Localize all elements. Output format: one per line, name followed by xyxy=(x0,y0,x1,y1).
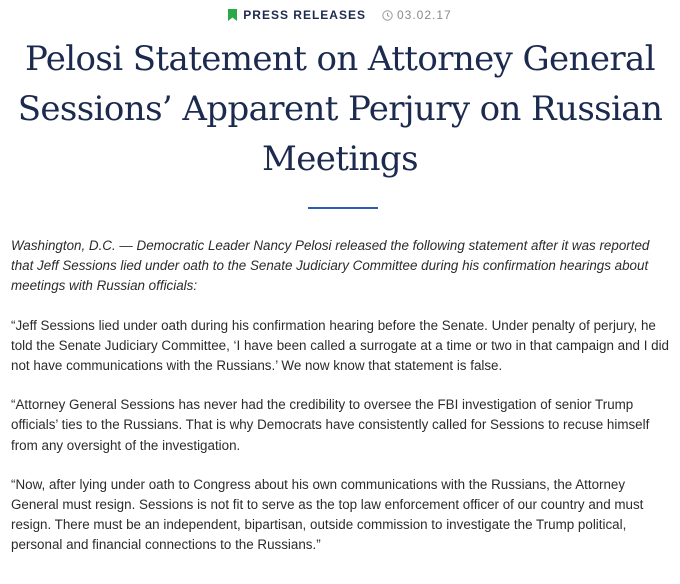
article-meta xyxy=(0,8,680,22)
article-body xyxy=(11,236,673,575)
page-title: Pelosi Statement on Attorney General Sessions’ Apparent Perjury on Russian Meetings xyxy=(17,39,663,179)
body-paragraph: “Attorney General Sessions has never had the credibility to oversee the FBI investigation of senior Trump officials’ ties to the Russians. That is why Democrats have consistently called for Sessions to recuse himself from any oversight of the investigation. xyxy=(11,397,650,453)
category-label: PRESS RELEASES xyxy=(243,8,366,22)
body-paragraph: “Jeff Sessions lied under oath during his confirmation hearing before the Senate. Under penalty of perjury, he told the Senate Judiciary Committee, ‘I have been called a surrogate at a time or two in that campaign and I did not have communications with the Russians.’ We now know that statement is false. xyxy=(11,317,669,374)
category-link[interactable] xyxy=(228,8,366,22)
body-paragraph: “Now, after lying under oath to Congress about his own communications with the Russians, the Attorney General must resign. Sessions is not fit to serve as the top law enforcement officer of our country and must resign. There must be an independent, bipartisan, outside commission to investigate the Trump political, personal and financial connections to the Russians.” xyxy=(11,476,644,553)
title-divider xyxy=(308,207,378,209)
bookmark-icon xyxy=(228,9,237,21)
clock-icon xyxy=(382,10,393,21)
publish-date xyxy=(382,8,452,22)
intro-paragraph: Washington, D.C. — Democratic Leader Nancy Pelosi released the following statement after it was reported that Jeff Sessions lied under oath to the Senate Judiciary Committee during his confirmation hearings about meetings with Russian officials: xyxy=(11,238,650,294)
date-label: 03.02.17 xyxy=(396,8,452,22)
